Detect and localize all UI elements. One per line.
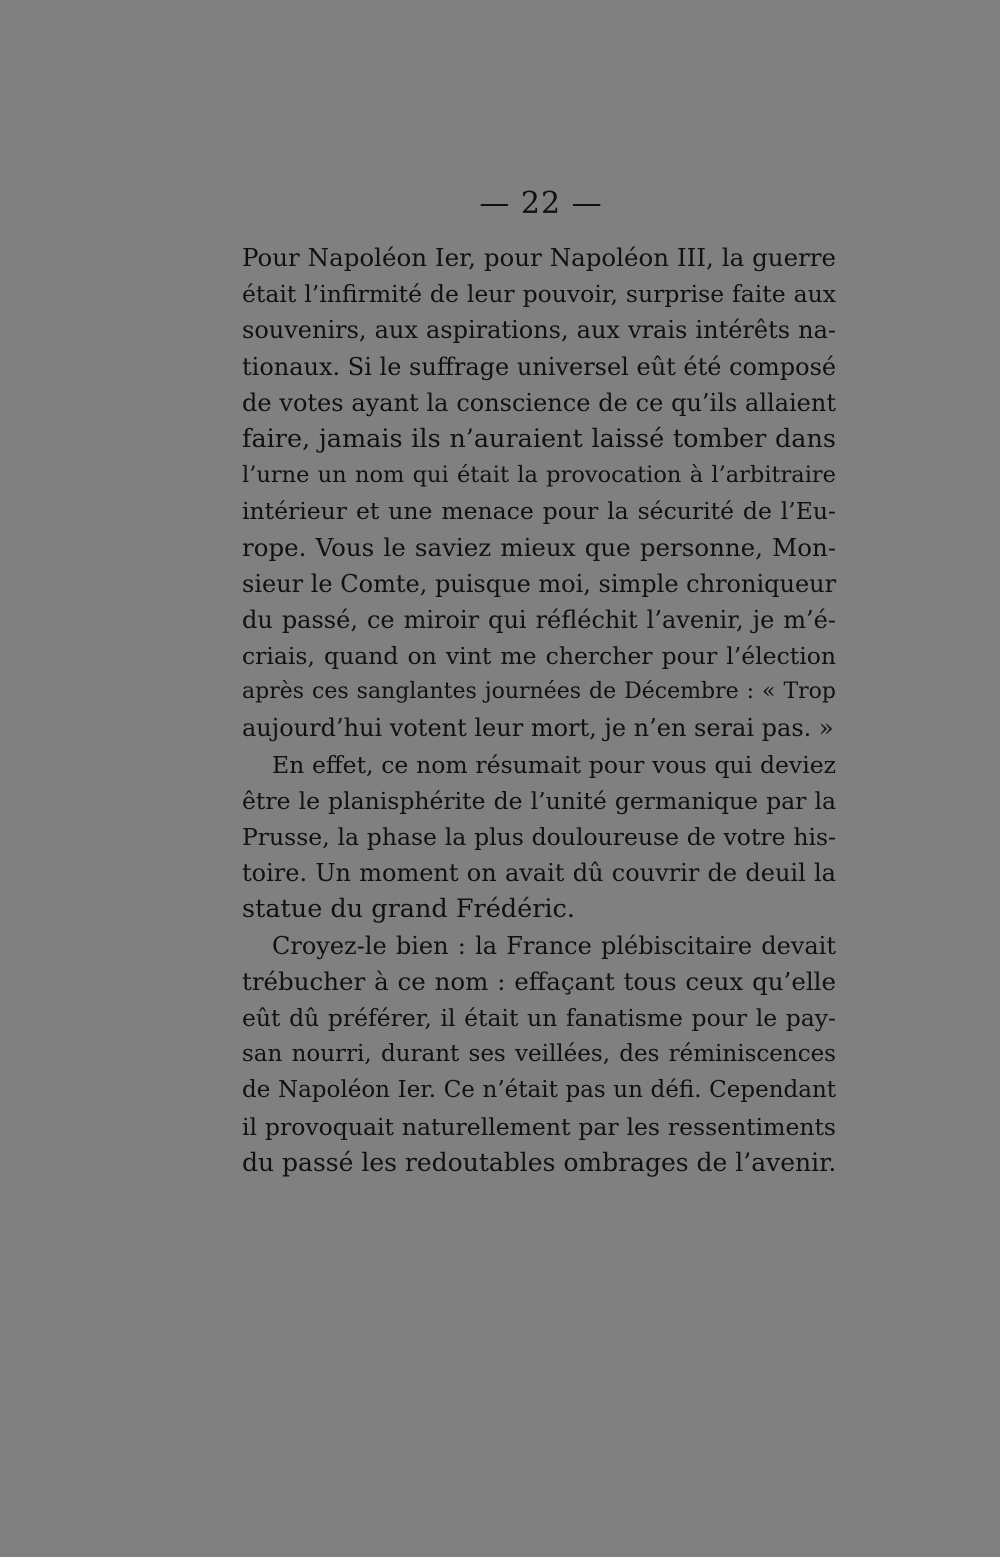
text-line: intérieur et une menace pour la sécurité de l’Eu-: [242, 497, 836, 526]
text-line: sieur le Comte, puisque moi, simple chroniqueur: [242, 569, 837, 598]
text-line: l’urne un nom qui était la provocation à l’arbitraire: [242, 462, 836, 489]
text-line: Pour Napoléon Ier, pour Napoléon III, la guerre: [242, 243, 836, 272]
text-line: faire, jamais ils n’auraient laissé tomber dans: [242, 423, 836, 454]
text-line: rope. Vous le saviez mieux que personne, Mon-: [242, 532, 836, 562]
paragraph-1: [242, 240, 836, 747]
page-number: — 22 —: [479, 186, 603, 221]
text-line: de votes ayant la conscience de ce qu’ils allaient: [242, 388, 836, 417]
body-text: [242, 240, 836, 1181]
text-line: criais, quand on vint me chercher pour l’élection: [242, 642, 836, 671]
text-line: être le planisphérite de l’unité germanique par la: [242, 786, 836, 815]
text-line: du passé, ce miroir qui réfléchit l’avenir, je m’é-: [242, 605, 836, 634]
paragraph-2: [242, 747, 836, 928]
text-line: il provoquait naturellement par les ressentiments: [242, 1112, 836, 1141]
text-line: statue du grand Frédéric.: [242, 894, 575, 925]
text-line: aujourd’hui votent leur mort, je n’en serai pas. »: [242, 714, 834, 743]
text-line: souvenirs, aux aspirations, aux vrais intérêts na-: [242, 316, 836, 345]
text-line: était l’infirmité de leur pouvoir, surprise faite aux: [242, 280, 836, 309]
text-line: de Napoléon Ier. Ce n’était pas un défi. Cependant: [242, 1077, 836, 1104]
text-line: après ces sanglantes journées de Décembre : « Trop: [242, 679, 836, 705]
text-line: Prusse, la phase la plus douloureuse de votre his-: [242, 823, 836, 851]
text-line: trébucher à ce nom : effaçant tous ceux qu’elle: [242, 966, 836, 996]
text-line: toire. Un moment on avait dû couvrir de deuil la: [242, 859, 836, 888]
text-line: tionaux. Si le suffrage universel eût été composé: [242, 352, 837, 381]
text-line: En effet, ce nom résumait pour vous qui deviez: [272, 750, 836, 779]
text-line: du passé les redoutables ombrages de l’avenir.: [242, 1147, 837, 1177]
paragraph-3: [242, 928, 836, 1181]
text-line: eût dû préférer, il était un fanatisme pour le pay-: [242, 1003, 836, 1032]
text-line: san nourri, durant ses veillées, des réminiscences: [242, 1041, 836, 1068]
text-line: Croyez-le bien : la France plébiscitaire devait: [272, 931, 836, 960]
